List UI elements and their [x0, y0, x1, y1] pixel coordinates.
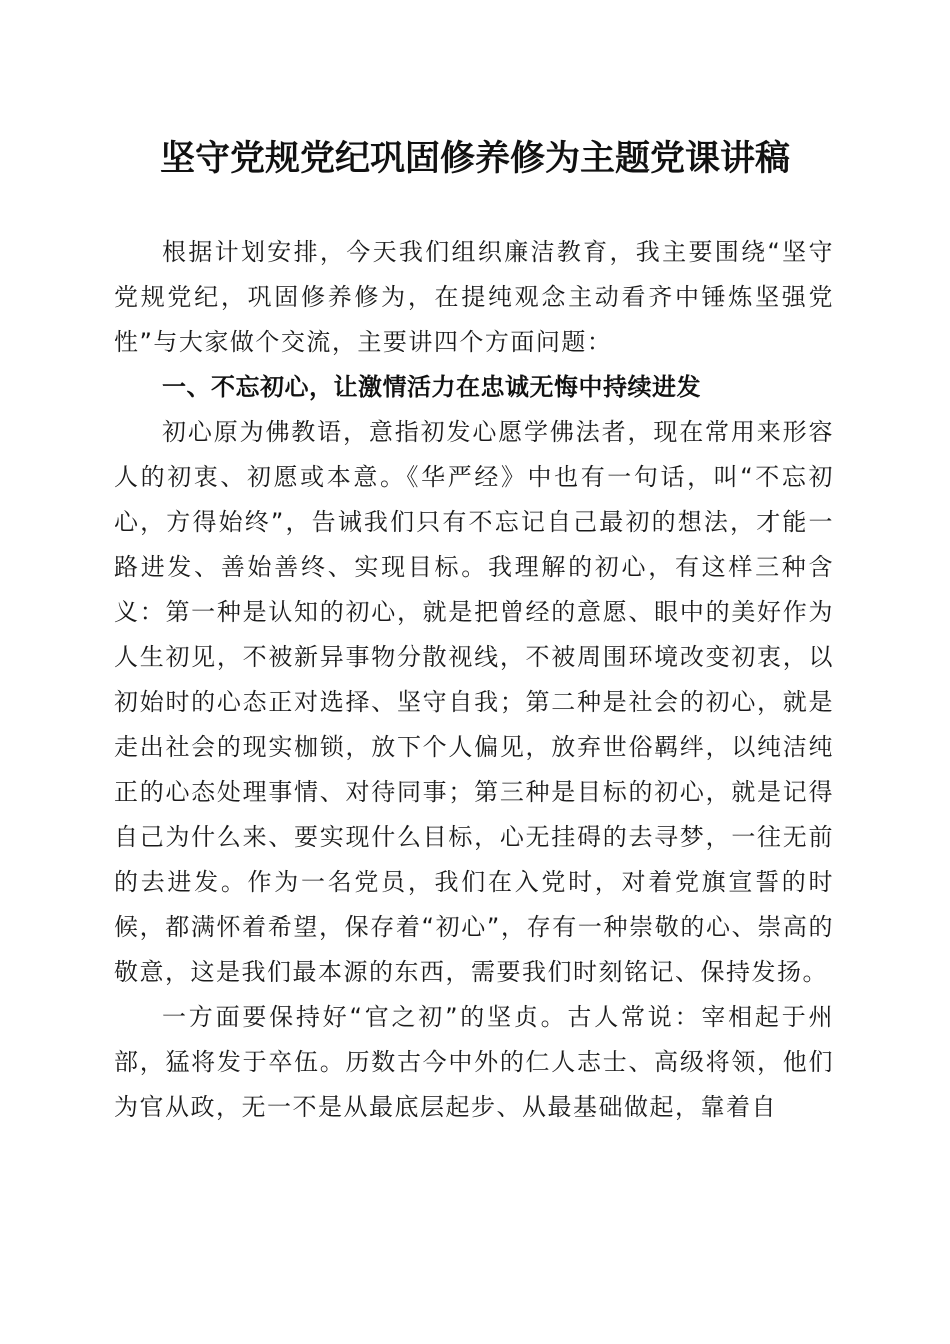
document-body — [114, 230, 834, 1130]
section1-paragraph-2: 一方面要保持好“官之初”的坚贞。古人常说：宰相起于州部，猛将发于卒伍。历数古今中外的仁人志士、高级将领，他们为官从政，无一不是从最底层起步、从最基础做起，靠着自 — [114, 1003, 834, 1121]
intro-paragraph: 根据计划安排，今天我们组织廉洁教育，我主要围绕“坚守党规党纪，巩固修养修为，在提纯观念主动看齐中锤炼坚强党性”与大家做个交流，主要讲四个方面问题： — [114, 238, 834, 356]
document-title: 坚守党规党纪巩固修养修为主题党课讲稿 — [159, 138, 790, 179]
section1-paragraph-1: 初心原为佛教语，意指初发心愿学佛法者，现在常用来形容人的初衷、初愿或本意。《华严经》中也有一句话，叫“不忘初心，方得始终”，告诫我们只有不忘记自己最初的想法，才能一路进发、善始善终、实现目标。我理解的初心，有这样三种含义：第一种是认知的初心，就是把曾经的意愿、眼中的美好作为人生初见，不被新异事物分散视线，不被周围环境改变初衷，以初始时的心态正对选择、坚守自我；第二种是社会的初心，就是走出社会的现实枷锁，放下个人偏见，放弃世俗羁绊，以纯洁纯正的心态处理事情、对待同事；第三种是目标的初心，就是记得自己为什么来、要实现什么目标，心无挂碍的去寻梦，一往无前的去进发。作为一名党员，我们在入党时，对着党旗宣誓的时候，都满怀着希望，保存着“初心”，存有一种崇敬的心、崇高的敬意，这是我们最本源的东西，需要我们时刻铭记、保持发扬。 — [114, 418, 834, 986]
section-heading-1: 一、不忘初心，让激情活力在忠诚无悔中持续进发 — [162, 373, 701, 401]
